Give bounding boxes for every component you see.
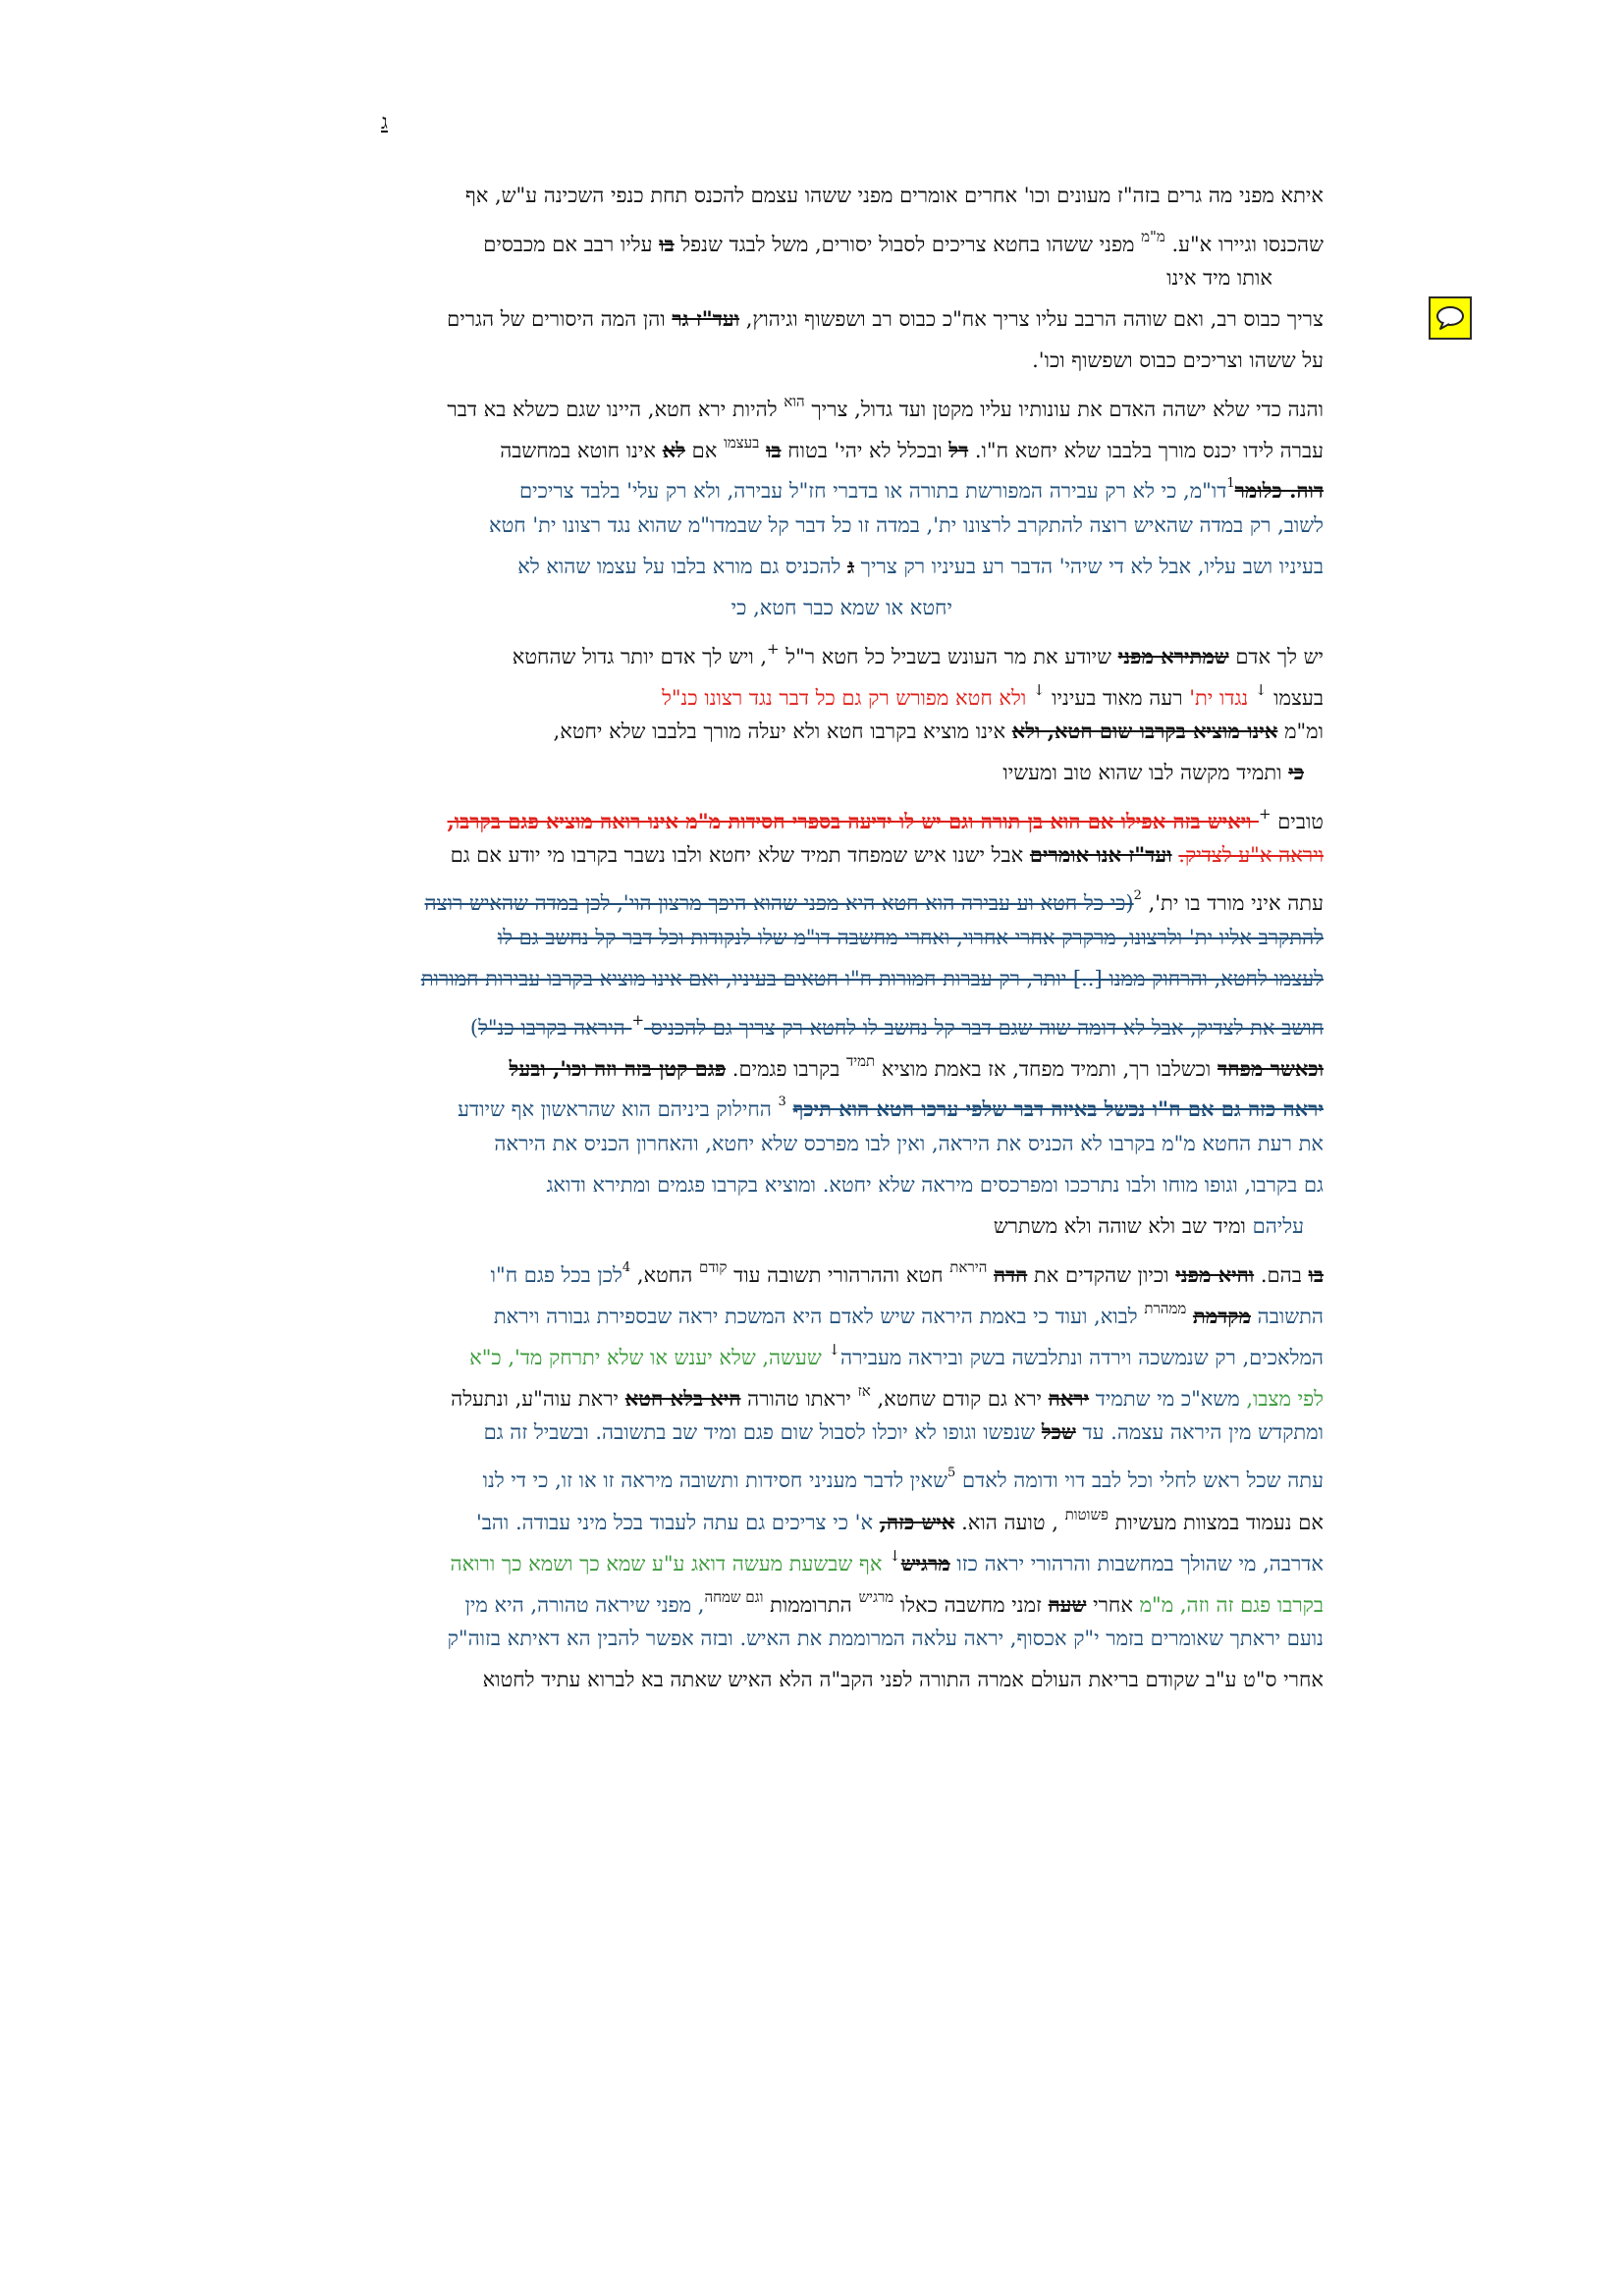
text-segment: , טועה הוא. — [954, 1511, 1065, 1534]
text-line — [347, 1453, 1324, 1494]
text-segment: בקרבו פגם זה וזה, מ"מ — [1139, 1593, 1324, 1617]
text-segment: בעיניו ושב עליו, אבל לא די שיהי' הדבר רע בעיניו רק צריך — [854, 555, 1324, 578]
struck-text: אינו מוציא בקרבו שום חטא, ולא — [1011, 719, 1278, 743]
text-line — [347, 1576, 1324, 1618]
struck-text: ג — [847, 554, 854, 578]
struck-text: היא בלא חטא — [624, 1386, 741, 1411]
text-line — [347, 669, 1324, 711]
struck-text: (כי כל חטא וע עבירה הוא חטא היא מפני שהוא היפך מרצון הוי', לכן במדה שהאיש רוצה — [424, 891, 1134, 915]
text-segment: טובים — [1271, 810, 1324, 833]
text-segment: ירא גם קודם שחטא, — [870, 1387, 1049, 1411]
page-number: ג — [381, 110, 388, 133]
text-line — [347, 628, 1324, 669]
struck-text: וכאשר מפחד — [1217, 1056, 1324, 1081]
text-segment: אותו מיד אינו — [1166, 266, 1272, 290]
footnote-ref: 5 — [947, 1466, 956, 1480]
text-segment: אבל ישנו איש שמפחד תמיד שלא יחטא ולבו נשבר בקרבו מי יודע אם גם — [450, 843, 1030, 867]
struck-text: הדה — [994, 1262, 1028, 1287]
text-line — [347, 1412, 1324, 1453]
text-segment: וכשלבו רך, ותמיד מפחד, אז באמת מוציא — [875, 1057, 1217, 1081]
text-segment — [1186, 1305, 1193, 1328]
text-segment: איתא מפני מה גרים בזה"ז מעונים וכו' אחרים אומרים מפני ששהו עצמם להכנס תחת כנפי השכינה ע"ש, אף — [464, 184, 1324, 207]
footnote-ref: 4 — [622, 1260, 631, 1275]
text-segment: נועם יראתך שאומרים בזמר י"ק אכסוף, יראה עלאה המרוממת את האיש. ובזה אפשר להבין הא דאיתא בזוה"ק — [447, 1627, 1324, 1650]
text-segment: זמני מחשבה כאלו — [893, 1593, 1049, 1617]
text-segment: לשוב, רק במדה שהאיש רוצה להתקרב לרצונו ית', במדה זו כל דבר קל שבמדו"מ שהוא נגד רצונו ית' חטא — [488, 513, 1324, 537]
text-line — [347, 381, 1324, 422]
text-line — [347, 793, 1324, 834]
text-line — [347, 1205, 1324, 1247]
text-segment: לבוא, ועוד כי באמת היראה שיש לאדם היא המשכת יראה שבספירת גבורה ויראת — [493, 1305, 1145, 1328]
struck-text: מרגיש — [900, 1551, 950, 1575]
text-segment: להכניס גם מורא בלבו על עצמו שהוא לא — [517, 555, 848, 578]
interlinear-insert: + — [631, 1011, 645, 1029]
text-line — [347, 422, 1324, 463]
struck-text: יראה כזה גם אם ח"ו נכשל באיזה דבר שלפי ערכו חטא הוא תיכף — [792, 1096, 1324, 1121]
footnote-ref: 2 — [1133, 888, 1142, 903]
text-line — [347, 834, 1324, 876]
text-segment: אינו מוציא בקרבו חטא ולא יעלה מורך בלבבו שלא יחטא, — [553, 720, 1012, 743]
text-segment: החילוק ביניהם הוא שהראשון אף שיודע — [458, 1097, 779, 1121]
struck-text: ויאיש בזה אפילו אם הוא בן תורה וגם יש לו ידיעה בספרי חסידות מ"מ אינו רואה מוציא פגם בקרבו, — [447, 809, 1259, 833]
text-segment: יראת עוה"ע, ונתעלה — [451, 1387, 625, 1411]
text-segment: צריך כבוס רב, ואם שוהה הרבב עליו צריך אח"כ כבוס רב ושפשוף וגיהוץ, — [739, 307, 1324, 331]
text-segment: עתה שכל ראש לחלי וכל לבב דוי ודומה לאדם — [955, 1468, 1324, 1492]
struck-text: ועד"ז אנו אומרים — [1029, 842, 1172, 867]
text-segment: ומ"מ — [1277, 720, 1324, 743]
interlinear-insert: פשוטות — [1064, 1506, 1109, 1523]
comment-icon[interactable] — [1429, 296, 1472, 340]
text-line — [347, 1164, 1324, 1205]
text-segment: שהכנסו וגיירו א"ע. — [1164, 233, 1324, 256]
text-segment: מפני ששהו בחטא צריכים לסבול יסורים, משל לבגד שנפל — [674, 233, 1142, 256]
text-line — [347, 1370, 1324, 1412]
text-segment: המלאכים, רק שנמשכה וירדה ונתלבשה בשק וביראה מעבירה — [840, 1346, 1324, 1369]
text-line — [347, 1082, 1324, 1123]
text-segment: והנה כדי שלא ישהה האדם את עונותיו עליו מקטן ועד גדול, צריך — [804, 398, 1324, 421]
struck-text: בו — [659, 232, 675, 256]
struck-text: דל — [948, 438, 969, 462]
text-segment: עברה לידו יכנס מורך בלבבו שלא יחטא ח"ו. — [968, 439, 1324, 462]
text-segment: לכן בכל פגם ח"ו — [490, 1263, 622, 1287]
struck-text: והיא מפני — [1175, 1262, 1255, 1287]
text-segment: ולא חטא מפורש רק גם כל דבר נגד רצונו כנ"ל — [662, 686, 1033, 710]
struck-text: בו — [766, 438, 782, 462]
text-line — [347, 1041, 1324, 1082]
struck-text: דוה. כלומר — [1234, 478, 1324, 503]
text-segment: , ויש לך אדם יותר גדול שהחטא — [512, 645, 768, 668]
text-line — [347, 298, 1324, 340]
text-segment: התשובה — [1250, 1305, 1324, 1328]
text-segment: ומיד שב ולא שוהה ולא משתרש — [993, 1214, 1253, 1238]
text-segment: אף שבשעת מעשה דואג ע"ע שמא כך ושמא כך ורואה — [450, 1552, 890, 1575]
text-line — [347, 958, 1324, 999]
struck-text: מקדמת — [1192, 1304, 1251, 1328]
text-line — [347, 711, 1324, 752]
text-segment: ) — [469, 1016, 479, 1040]
interlinear-insert: ↓ — [1032, 681, 1046, 699]
text-line — [347, 1288, 1324, 1329]
text-segment: וכיון — [1130, 1263, 1176, 1287]
text-segment: עליו רבב אם מכבסים — [483, 233, 660, 256]
text-segment: יש לך אדם — [1228, 645, 1324, 668]
text-segment: , מפני שיראה טהורה, היא מין — [464, 1593, 705, 1617]
text-line — [347, 257, 1324, 298]
struck-text: היראה בקרבו כנ"ל — [478, 1016, 632, 1040]
struck-text: שכל — [1041, 1419, 1076, 1444]
text-segment: שעשה, שלא יענש או שלא יתרחק מד', כ"א — [469, 1346, 829, 1369]
text-segment: אם — [685, 439, 725, 462]
text-line — [347, 587, 1324, 628]
struck-text: חושב את לצדיק, אבל לא דומה שוה שגם דבר קל נחשב לו לחטא רק צריך גם להכניס — [644, 1016, 1324, 1040]
interlinear-insert: הוא — [784, 393, 805, 410]
struck-text: להתקרב אליו ית' ולרצונו, מרקרק אחרי אחרוי, ואחרי מחשבה דו"מ שלו לנקודות וכל דבר קל נחשב גם לו — [497, 926, 1324, 949]
text-segment: אדרבה, מי שהולך במחשבות והרהורי יראה כזו — [949, 1552, 1324, 1575]
interlinear-insert: ↓ — [1254, 681, 1268, 699]
interlinear-insert: אז — [857, 1382, 871, 1400]
struck-text: בו — [1308, 1262, 1324, 1287]
text-segment: בהם. — [1254, 1263, 1309, 1287]
text-line — [347, 340, 1324, 381]
text-segment — [786, 1097, 793, 1121]
interlinear-insert: מרגיש — [858, 1588, 894, 1606]
struck-text: כי — [1288, 760, 1304, 784]
text-segment: א' כי צריכים גם עתה לעבוד בכל מיני עבודה. והב' — [475, 1511, 880, 1534]
text-line — [347, 1494, 1324, 1535]
text-segment: יראתו טהורה — [740, 1387, 858, 1411]
text-segment: להיות ירא חטא, היינו שגם כשלא בא דבר — [447, 398, 784, 421]
text-segment: אחרי ס"ט ע"ב שקודם בריאת העולם אמרה התורה לפני הקב"ה הלא האיש שאתה בא לברוא עתיד לחטוא — [482, 1668, 1324, 1691]
text-line — [347, 1247, 1324, 1288]
text-segment: נגדו ית' — [1182, 686, 1255, 710]
footnote-ref: 3 — [778, 1095, 786, 1109]
text-segment: דו"מ, כי לא רק עבירה המפורשת בתורה או בדברי חז"ל עבירה, ולא רק עלי' בלבד צריכים — [518, 479, 1227, 503]
text-segment: רעה מאוד בעיניו — [1045, 686, 1183, 710]
text-segment: שנפשו וגופו לא יוכלו לסבול שום פגם ומיד שב בתשובה. ובשביל זה גם — [483, 1420, 1042, 1444]
struck-text: פגם קטן בזה וזה וכו', ובעל — [509, 1056, 727, 1081]
text-line — [347, 216, 1324, 257]
struck-text: יראה — [1048, 1386, 1090, 1411]
text-line — [347, 505, 1324, 546]
document-body — [347, 175, 1324, 1700]
text-line — [347, 1659, 1324, 1700]
struck-text: לא — [662, 438, 685, 462]
text-line — [347, 1535, 1324, 1576]
text-segment: לפי מצבו, — [1239, 1387, 1324, 1411]
text-segment: ותמיד מקשה לבו שהוא טוב ומעשיו — [1002, 761, 1289, 784]
text-line — [347, 546, 1324, 587]
text-segment: גם בקרבו, וגופו מוחו ולבו נתרככו ומפרכסים מיראה שלא יחטא. ומוציא בקרבו פגמים ומתירא ודואג — [546, 1173, 1324, 1197]
text-segment: על ששהו וצריכים כבוס ושפשוף וכו'. — [1032, 348, 1324, 372]
text-line — [347, 999, 1324, 1041]
struck-text: לעצמו לחטא, והרחוק ממנו [..] יותר, רק עברות חמורות ח"ו חטאים בעיניו, ואם אינו מוציא בקרבו עבירות חמורות — [420, 967, 1324, 990]
text-segment: החטא, — [630, 1263, 699, 1287]
interlinear-insert: תמיד — [846, 1052, 876, 1070]
text-line — [347, 463, 1324, 505]
interlinear-insert: ↓ — [828, 1341, 840, 1359]
text-segment: עליהם — [1252, 1214, 1304, 1238]
interlinear-insert: קודם — [698, 1258, 728, 1276]
struck-text: שעה — [1048, 1592, 1087, 1617]
text-segment: והן המה היסורים של הגרים — [447, 307, 673, 331]
text-line — [347, 1329, 1324, 1370]
text-segment: אם נעמוד במצוות מעשיות — [1108, 1511, 1324, 1534]
text-segment: אחרי — [1086, 1593, 1140, 1617]
text-line — [347, 1123, 1324, 1164]
text-segment: חטא וההרהורי תשובה עוד — [727, 1263, 950, 1287]
text-line — [347, 175, 1324, 216]
interlinear-insert: היראת — [949, 1258, 988, 1276]
interlinear-insert: + — [767, 640, 780, 658]
text-segment: יחטא או שמא כבר חטא, כי — [730, 596, 952, 619]
text-segment: אינו חוטא במחשבה — [500, 439, 663, 462]
text-segment: ומתקדש מין היראה עצמה. עד — [1075, 1420, 1324, 1444]
text-segment: בעצמו — [1267, 686, 1324, 710]
text-segment: שאין לדבר מעניני חסידות ותשובה מיראה זו או זו, כי די לנו — [482, 1468, 948, 1492]
text-line — [347, 876, 1324, 917]
text-segment: עתה איני מורד בו ית', — [1141, 891, 1324, 915]
interlinear-insert: ↓ — [889, 1547, 901, 1565]
text-segment: ובכלל לא יהי' בטוח — [781, 439, 949, 462]
footnote-ref: 1 — [1226, 476, 1235, 491]
text-line — [347, 1618, 1324, 1659]
text-segment: את רעת החטא מ"מ בקרבו לא הכניס את היראה, ואין לבו מפרכס שלא יחטא, והאחרון הכניס את היראה — [494, 1132, 1324, 1155]
struck-text: ועד"ז גר — [672, 306, 740, 331]
text-segment: התרוממות — [763, 1593, 859, 1617]
interlinear-insert: + — [1258, 805, 1271, 823]
interlinear-insert: וגם שמחה — [704, 1588, 764, 1606]
struck-text: איש כזה, — [879, 1510, 955, 1534]
text-line — [347, 752, 1324, 793]
interlinear-insert: בעצמו — [724, 434, 760, 452]
text-segment: שהקדים את — [1027, 1263, 1131, 1287]
text-segment: בקרבו פגמים. — [726, 1057, 846, 1081]
interlinear-insert: ממהרת — [1144, 1300, 1187, 1317]
interlinear-insert: מ"מ — [1141, 228, 1165, 245]
struck-text: ויראה א"ע לצדיק. — [1178, 843, 1324, 867]
text-segment: שיודע את מר העונש בשביל כל חטא ר"ל — [779, 645, 1118, 668]
text-segment: משא"כ מי שתמיד — [1089, 1387, 1240, 1411]
struck-text: שמתירא מפני — [1117, 644, 1229, 668]
text-line — [347, 917, 1324, 958]
